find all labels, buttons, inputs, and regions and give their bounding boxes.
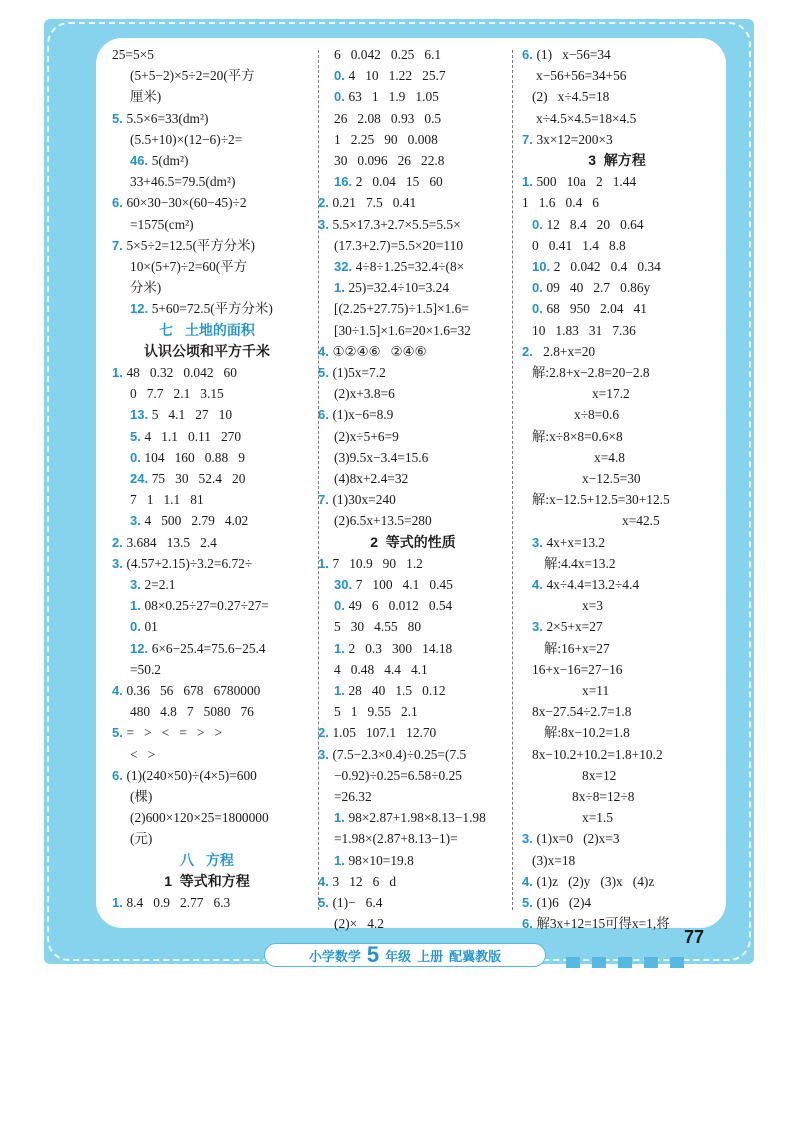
question-number: 1. — [334, 640, 349, 656]
answer-line — [522, 871, 654, 892]
footer-grade-number: 5 — [366, 942, 380, 967]
answer-line: x=11 — [582, 683, 610, 698]
answer-line — [318, 192, 416, 213]
answer-line — [112, 680, 260, 701]
footer-book-label — [264, 943, 546, 967]
answer-line — [522, 341, 595, 362]
answer-line: x÷8=0.6 — [574, 407, 620, 423]
answer-line: x−12.5=30 — [582, 471, 641, 486]
question-number: 1. — [334, 810, 349, 826]
question-number: 10. — [532, 259, 554, 274]
answer-text: (1) x−56=34 — [536, 47, 611, 62]
answer-text: 01 — [144, 619, 158, 635]
answer-line: 8x−27.54÷2.7=1.8 — [532, 704, 632, 720]
question-number: 0. — [130, 619, 145, 635]
answer-text: 8.4 0.9 2.77 6.3 — [126, 895, 231, 910]
answer-text: 5(dm²) — [151, 153, 189, 168]
answer-text: (1)5x=7.2 — [332, 365, 386, 380]
column-divider — [512, 50, 513, 910]
question-number: 5. — [318, 895, 333, 910]
answer-line: =1575(cm²) — [130, 216, 194, 232]
answer-line — [130, 510, 248, 531]
answer-line — [532, 277, 650, 298]
answer-line — [334, 595, 452, 616]
answer-text: (1)x−6=8.9 — [332, 407, 394, 423]
question-number: 5. — [522, 895, 537, 910]
answer-line — [112, 722, 222, 743]
answer-line: [(2.25+27.75)÷1.5]×1.6= — [334, 301, 469, 317]
question-number: 2. — [112, 534, 127, 550]
answer-line — [334, 86, 439, 107]
question-number: 1. — [334, 683, 349, 698]
section-heading: 认识公顷和平方千米 — [144, 342, 270, 359]
answer-line — [532, 574, 639, 595]
question-number: 3. — [318, 216, 333, 232]
question-number: 1. — [130, 598, 145, 614]
answer-line — [112, 532, 217, 553]
answer-line: (2)× 4.2 — [334, 916, 384, 932]
answer-text: 4x÷4.4=13.2÷4.4 — [546, 577, 640, 592]
question-number: 0. — [334, 68, 349, 84]
answer-text: 68 950 2.04 41 — [546, 301, 647, 317]
answer-line — [522, 913, 670, 934]
question-number: 4. — [318, 343, 333, 359]
question-number: 4. — [532, 577, 547, 592]
question-number: 5. — [318, 365, 333, 380]
answer-line: 分米) — [130, 280, 162, 296]
answer-line — [318, 362, 386, 383]
answer-line — [334, 638, 452, 659]
question-number: 5. — [130, 428, 145, 444]
footer-edition: 配冀教版 — [449, 948, 502, 964]
question-number: 16. — [334, 174, 356, 190]
footer-subject: 小学数学 — [308, 948, 361, 964]
answer-line — [130, 298, 273, 319]
answer-line — [334, 807, 486, 828]
answer-text: 2=2.1 — [144, 577, 176, 592]
answer-line — [334, 277, 449, 298]
answer-line: x=3 — [582, 598, 603, 614]
question-number: 7. — [112, 237, 127, 253]
answer-line — [112, 108, 208, 129]
question-number: 3. — [532, 619, 547, 635]
answer-text: 09 40 2.7 0.86y — [546, 280, 651, 296]
answer-text: 75 30 52.4 20 — [151, 471, 246, 486]
question-number: 5. — [112, 110, 127, 126]
answer-line: 7 1 1.1 81 — [130, 492, 204, 508]
section-heading: 八 方程 — [180, 851, 234, 868]
question-number: 6. — [112, 195, 127, 211]
answer-line: 8x−10.2+10.2=1.8+10.2 — [532, 746, 663, 762]
question-number: 13. — [130, 407, 152, 423]
answer-line — [532, 532, 605, 553]
question-number: 6. — [522, 47, 537, 62]
question-number: 30. — [334, 577, 356, 592]
answer-line — [318, 722, 436, 743]
answer-text: 6×6−25.4=75.6−25.4 — [151, 640, 266, 656]
answer-text: 3x×12=200×3 — [536, 131, 613, 147]
answer-line — [318, 553, 423, 574]
answer-line — [532, 214, 644, 235]
answer-line — [334, 65, 446, 86]
question-number: 1. — [112, 895, 127, 910]
answer-text: (1)30x=240 — [332, 492, 396, 508]
question-number: 6. — [112, 767, 127, 783]
answer-text: 500 10a 2 1.44 — [536, 174, 637, 190]
answer-line: 16+x−16=27−16 — [532, 661, 623, 677]
answer-text: (7.5−2.3×0.4)÷0.25=(7.5 — [332, 746, 467, 762]
answer-text: (1)z (2)y (3)x (4)z — [536, 873, 655, 889]
answer-line: 10×(5+7)÷2=60(平方 — [130, 259, 248, 274]
section-heading: 1 等式和方程 — [164, 872, 250, 889]
answer-line: 5 30 4.55 80 — [334, 619, 422, 635]
answer-line: 10 1.83 31 7.36 — [532, 322, 636, 338]
answer-line: 26 2.08 0.93 0.5 — [334, 110, 442, 126]
question-number: 0. — [532, 280, 547, 296]
answer-line — [130, 150, 188, 171]
answer-line: 4 0.48 4.4 4.1 — [334, 661, 428, 677]
question-number: 46. — [130, 153, 152, 168]
answer-line — [318, 404, 393, 425]
question-number: 6. — [522, 916, 537, 932]
answer-text: 2 0.042 0.4 0.34 — [553, 259, 661, 274]
answer-text: 48 0.32 0.042 60 — [126, 365, 237, 380]
answer-line — [130, 468, 245, 489]
answer-line: (5+5−2)×5÷2=20(平方 — [130, 68, 255, 84]
answer-text: 3.684 13.5 2.4 — [126, 534, 217, 550]
answer-line — [522, 171, 636, 192]
question-number: 1. — [334, 280, 349, 296]
footer-grade-word: 年级 — [385, 948, 412, 964]
answer-line: (2)x+3.8=6 — [334, 386, 395, 402]
answer-text: ①②④⑥ ②④⑥ — [332, 343, 427, 359]
answer-line — [130, 574, 175, 595]
answer-line: x=42.5 — [622, 513, 660, 529]
answer-text: 4 1.1 0.11 270 — [144, 428, 242, 444]
question-number: 0. — [334, 598, 349, 614]
answer-line: (4)8x+2.4=32 — [334, 471, 409, 486]
answer-text: 7 100 4.1 0.45 — [355, 577, 453, 592]
answer-text: 25)=32.4÷10=3.24 — [348, 280, 450, 296]
answer-text: (1)(240×50)÷(4×5)=600 — [126, 767, 257, 783]
answer-line — [334, 256, 464, 277]
question-number: 0. — [334, 89, 349, 105]
answer-line: 解:x÷8×8=0.6×8 — [532, 428, 623, 444]
answer-line: 8x÷8=12÷8 — [572, 789, 635, 804]
answer-text: = > < = > > — [126, 725, 222, 741]
question-number: 1. — [522, 174, 537, 190]
answer-line: (2)600×120×25=1800000 — [130, 810, 269, 826]
answer-line: (3)x=18 — [532, 852, 576, 868]
question-number: 3. — [522, 831, 537, 847]
answer-text: 5×5÷2=12.5(平方分米) — [126, 237, 255, 253]
decorative-bars — [566, 955, 696, 973]
answer-line: < > — [130, 746, 156, 762]
answer-text: 63 1 1.9 1.05 — [348, 89, 439, 105]
answer-line — [522, 44, 611, 65]
answer-line: 解:4.4x=13.2 — [544, 555, 616, 571]
answer-text: 49 6 0.012 0.54 — [348, 598, 453, 614]
answer-line — [532, 616, 603, 637]
answer-text: 4÷8÷1.25=32.4÷(8× — [355, 259, 465, 274]
answer-line: 1 1.6 0.4 6 — [522, 195, 599, 211]
footer-term: 上册 — [417, 948, 444, 964]
answer-line — [334, 850, 414, 871]
question-number: 3. — [112, 555, 127, 571]
page-number: 77 — [684, 927, 705, 947]
question-number: 2. — [318, 725, 333, 741]
answer-line — [522, 828, 620, 849]
answer-line: (棵) — [130, 789, 153, 804]
question-number: 1. — [318, 555, 333, 571]
question-number: 2. — [522, 343, 537, 359]
answer-line — [112, 192, 247, 213]
answer-line: (2) x÷4.5=18 — [532, 89, 610, 105]
answer-text: 104 160 0.88 9 — [144, 449, 245, 465]
question-number: 32. — [334, 259, 356, 274]
answer-line — [318, 214, 461, 235]
answer-line — [334, 574, 453, 595]
answer-line: 解:16+x=27 — [544, 640, 610, 656]
question-number: 12. — [130, 640, 152, 656]
answer-line: 8x=12 — [582, 767, 617, 783]
answer-text: 5+60=72.5(平方分米) — [151, 301, 273, 317]
answer-text: 98×10=19.8 — [348, 852, 414, 868]
answer-text: 2.8+x=20 — [536, 343, 596, 359]
answer-line: 0 7.7 2.1 3.15 — [130, 386, 224, 402]
answer-text: 5 4.1 27 10 — [151, 407, 233, 423]
answer-text: 2×5+x=27 — [546, 619, 603, 635]
question-number: 4. — [522, 873, 537, 889]
question-number: 24. — [130, 471, 152, 486]
answer-text: 2 0.3 300 14.18 — [348, 640, 453, 656]
section-heading: 3 解方程 — [588, 152, 646, 168]
answer-line: (5.5+10)×(12−6)÷2= — [130, 131, 243, 147]
question-number: 5. — [112, 725, 127, 741]
question-number: 4. — [112, 683, 127, 698]
question-number: 0. — [532, 216, 547, 232]
answer-line: 1 2.25 90 0.008 — [334, 131, 438, 147]
answer-line — [112, 765, 257, 786]
answer-text: 3 12 6 d — [332, 873, 397, 889]
question-number: 7. — [318, 492, 333, 508]
answer-line — [130, 447, 245, 468]
answer-line — [334, 680, 446, 701]
answer-line — [130, 426, 241, 447]
answer-line: (2)6.5x+13.5=280 — [334, 513, 432, 529]
answer-line — [318, 341, 427, 362]
answer-line: [30÷1.5]×1.6=20×1.6=32 — [334, 322, 471, 338]
answer-line — [532, 256, 661, 277]
answer-line: 厘米) — [130, 89, 162, 105]
answer-text: 2 0.04 15 60 — [355, 174, 443, 190]
answer-text: 28 40 1.5 0.12 — [348, 683, 446, 698]
question-number: 2. — [318, 195, 333, 211]
question-number: 12. — [130, 301, 152, 317]
answer-text: 98×2.87+1.98×8.13−1.98 — [348, 810, 486, 826]
answer-text: (1)x=0 (2)x=3 — [536, 831, 620, 847]
answer-line: 33+46.5=79.5(dm²) — [130, 174, 236, 190]
answer-line: =26.32 — [334, 789, 372, 804]
answer-line: x=17.2 — [592, 386, 630, 402]
question-number: 3. — [318, 746, 333, 762]
question-number: 1. — [112, 365, 127, 380]
answer-line — [130, 616, 158, 637]
answer-line: 25=5×5 — [112, 47, 154, 62]
answer-text: 7 10.9 90 1.2 — [332, 555, 423, 571]
answer-line: (3)9.5x−3.4=15.6 — [334, 449, 429, 465]
answer-line — [318, 892, 382, 913]
answer-line — [318, 871, 396, 892]
answer-line: 6 0.042 0.25 6.1 — [334, 47, 442, 62]
question-number: 0. — [532, 301, 547, 317]
answer-line: (17.3+2.7)=5.5×20=110 — [334, 237, 464, 253]
answer-text: 0.36 56 678 6780000 — [126, 683, 261, 698]
answer-line: =1.98×(2.87+8.13−1)= — [334, 831, 458, 847]
answer-line: (元) — [130, 831, 153, 847]
answer-line: x÷4.5×4.5=18×4.5 — [536, 110, 637, 126]
answer-line: 5 1 9.55 2.1 — [334, 704, 418, 720]
section-heading: 2 等式的性质 — [370, 533, 456, 550]
answer-text: 5.5×6=33(dm²) — [126, 110, 209, 126]
answer-line: x=4.8 — [594, 449, 625, 465]
answer-line: (2)x÷5+6=9 — [334, 428, 399, 444]
answer-line: =50.2 — [130, 661, 161, 677]
question-number: 3. — [130, 577, 145, 592]
answer-line: 0 0.41 1.4 8.8 — [532, 237, 626, 253]
answer-line: 解:2.8+x−2.8=20−2.8 — [532, 365, 650, 380]
answer-text: 08×0.25÷27=0.27÷27= — [144, 598, 269, 614]
question-number: 1. — [334, 852, 349, 868]
question-number: 6. — [318, 407, 333, 423]
answer-line — [522, 129, 613, 150]
answer-line — [130, 595, 269, 616]
answer-line — [522, 892, 591, 913]
answer-line — [112, 553, 252, 574]
answer-line: x−56+56=34+56 — [536, 68, 627, 84]
answer-text: (4.57+2.15)÷3.2=6.72÷ — [126, 555, 253, 571]
answer-text: 1.05 107.1 12.70 — [332, 725, 437, 741]
column-divider — [318, 50, 319, 910]
answer-line: 30 0.096 26 22.8 — [334, 153, 445, 168]
answer-text: (1)6 (2)4 — [536, 895, 592, 910]
answer-line: −0.92)÷0.25=6.58÷0.25 — [334, 767, 462, 783]
answer-line — [130, 638, 266, 659]
answer-line — [532, 298, 647, 319]
answer-line — [334, 171, 443, 192]
question-number: 7. — [522, 131, 537, 147]
answer-text: 4x+x=13.2 — [546, 534, 606, 550]
question-number: 3. — [532, 534, 547, 550]
answer-line — [112, 235, 255, 256]
answer-line: x=1.5 — [582, 810, 613, 826]
answer-text: 4 500 2.79 4.02 — [144, 513, 249, 529]
answer-text: 0.21 7.5 0.41 — [332, 195, 417, 211]
answer-text: 5.5×17.3+2.7×5.5=5.5× — [332, 216, 461, 232]
answer-line: 解:x−12.5+12.5=30+12.5 — [532, 492, 670, 508]
question-number: 0. — [130, 449, 145, 465]
answer-line: 480 4.8 7 5080 76 — [130, 704, 254, 720]
answer-line — [112, 362, 237, 383]
question-number: 3. — [130, 513, 145, 529]
answer-text: (1)− 6.4 — [332, 895, 383, 910]
answer-line — [318, 489, 396, 510]
answer-text: 解3x+12=15可得x=1,将 — [536, 916, 670, 932]
answer-text: 4 10 1.22 25.7 — [348, 68, 446, 84]
answer-line — [318, 744, 466, 765]
question-number: 4. — [318, 873, 333, 889]
answer-line: 解:8x−10.2=1.8 — [544, 725, 630, 741]
answer-line — [112, 892, 230, 913]
answer-line — [130, 404, 232, 425]
answer-text: 12 8.4 20 0.64 — [546, 216, 644, 232]
answer-text: 60×30−30×(60−45)÷2 — [126, 195, 247, 211]
section-heading: 七 土地的面积 — [159, 321, 255, 338]
